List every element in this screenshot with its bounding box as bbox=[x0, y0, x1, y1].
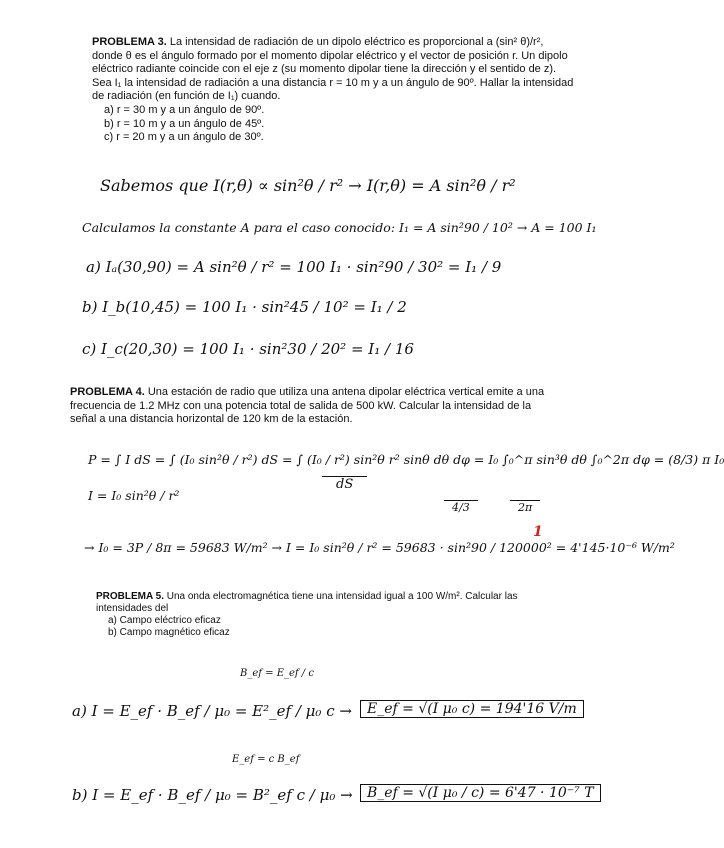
p3-solution-a: a) Iₐ(30,90) = A sin²θ / r² = 100 I₁ · sin²90 / 30² = I₁ / 9 bbox=[86, 258, 502, 276]
problem-3-option-a: a) r = 30 m y a un ángulo de 90º. bbox=[104, 103, 265, 116]
problem-4-statement: Una estación de radio que utiliza una antena dipolar eléctrica vertical emite a una frecuencia de 1.2 MHz con una potencia total de salida de 500 kW. Calcular la intensidad de la señal a una distancia horizontal de 120 km de la estación. bbox=[70, 386, 545, 426]
p4-solution-line1: P = ∫ I dS = ∫ (I₀ sin²θ / r²) dS = ∫ (I₀ / r²) sin²θ r² sinθ dθ dφ = I₀ ∫₀^π sin³θ dθ ∫₀^2π dφ = (8/3) π I₀ bbox=[88, 452, 724, 467]
problem-5-option-b: b) Campo magnético eficaz bbox=[108, 627, 230, 638]
p5-b-line: b) I = E_ef · B_ef / μ₀ = B²_ef c / μ₀ → bbox=[72, 786, 353, 804]
problem-5-heading: PROBLEMA 5. bbox=[96, 591, 164, 602]
p5-b-note: E_ef = c B_ef bbox=[232, 754, 300, 765]
p3-solution-b: b) I_b(10,45) = 100 I₁ · sin²45 / 10² = I₁ / 2 bbox=[82, 298, 407, 316]
p4-line1b: I = I₀ sin²θ / r² bbox=[88, 488, 180, 503]
p4-brace-4-3: 4/3 bbox=[444, 500, 478, 514]
problem-3-statement: La intensidad de radiación de un dipolo eléctrico es proporcional a (sin² θ)/r², donde θ es el ángulo formado por el momento dipolar eléctrico y el vector de posición r. Un dipolo eléctrico radiante coincide con el eje z (su momento dipolar tiene la dirección y el sentido de z). Sea I₁ la intensidad de radiación a una distancia r = 10 m y a un ángulo de 90º. Hallar la intensidad de radiación (en función de I₁) cuando. bbox=[92, 36, 574, 103]
p3-solution-line1: Sabemos que I(r,θ) ∝ sin²θ / r² → I(r,θ) = A sin²θ / r² bbox=[100, 176, 516, 195]
problem-5-option-a: a) Campo eléctrico eficaz bbox=[108, 615, 221, 626]
p4-solution-line2: → I₀ = 3P / 8π = 59683 W/m² → I = I₀ sin²θ / r² = 59683 · sin²90 / 120000² = 4'145·10⁻⁶ W/m² bbox=[84, 540, 675, 555]
problem-4 bbox=[70, 386, 560, 427]
problem-3-heading: PROBLEMA 3. bbox=[92, 36, 167, 48]
p3-solution-line2: Calculamos la constante A para el caso conocido: I₁ = A sin²90 / 10² → A = 100 I₁ bbox=[82, 220, 597, 235]
problem-4-heading: PROBLEMA 4. bbox=[70, 386, 145, 398]
p5-b-result-box bbox=[360, 784, 601, 802]
problem-5-options bbox=[96, 615, 566, 639]
problem-5 bbox=[96, 591, 566, 639]
problem-3 bbox=[92, 36, 574, 145]
p3-solution-c: c) I_c(20,30) = 100 I₁ · sin²30 / 20² = I₁ / 16 bbox=[82, 340, 414, 358]
p5-a-note: B_ef = E_ef / c bbox=[240, 668, 314, 679]
p5-a-result-box bbox=[360, 700, 584, 718]
p4-ds-label: dS bbox=[322, 476, 367, 492]
problem-5-statement: Una onda electromagnética tiene una intensidad igual a 100 W/m². Calcular las intensidades del bbox=[96, 591, 518, 614]
problem-3-option-c: c) r = 20 m y a un ángulo de 30º. bbox=[104, 131, 264, 144]
p5-a-result-value: = 194'16 V/m bbox=[479, 701, 577, 717]
p5-b-result-formula: B_ef = √(I μ₀ / c) bbox=[367, 785, 485, 801]
p4-brace-2pi: 2π bbox=[510, 500, 540, 514]
p4-correction-mark: 1 bbox=[533, 524, 543, 540]
problem-3-options bbox=[92, 104, 574, 145]
problem-3-option-b: b) r = 10 m y a un ángulo de 45º. bbox=[104, 117, 265, 130]
p5-a-result-formula: E_ef = √(I μ₀ c) bbox=[367, 701, 476, 717]
p5-a-line: a) I = E_ef · B_ef / μ₀ = E²_ef / μ₀ c → bbox=[72, 702, 352, 720]
p5-b-result-value: = 6'47 · 10⁻⁷ T bbox=[488, 785, 594, 801]
